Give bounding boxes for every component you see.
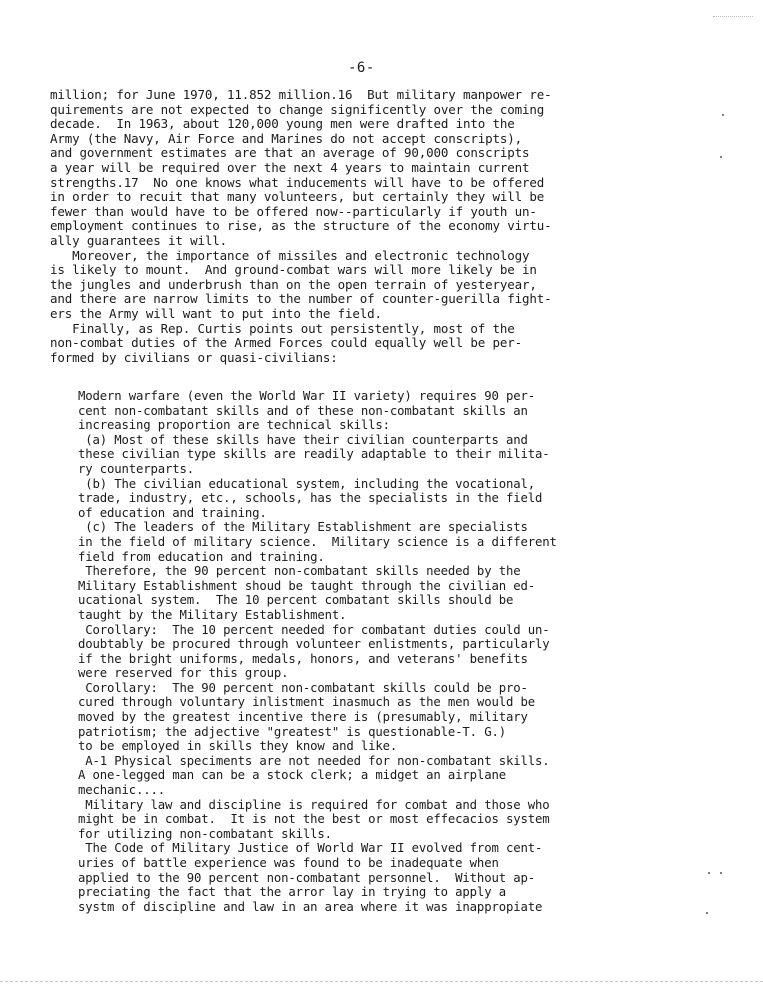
quote-line: A one-legged man can be a stock clerk; a midget an airplane	[78, 768, 506, 783]
text-line: Finally, as Rep. Curtis points out persistently, most of the	[50, 320, 515, 336]
quote-line: were reserved for this group.	[78, 666, 289, 681]
text-line: in order to recuit that many volunteers, but certainly they will be	[50, 189, 545, 205]
quote-line: Military law and discipline is required for combat and those who	[78, 797, 550, 812]
quote-line: increasing proportion are technical skills:	[78, 418, 390, 433]
quote-line: cured through voluntary inlistment inasmuch as the men would be	[78, 695, 535, 710]
text-line: and there are narrow limits to the number of counter-guerilla fight-	[50, 291, 552, 307]
quote-line: (b) The civilian educational system, including the vocational,	[78, 476, 535, 491]
text-line: ers the Army will want to put into the field.	[50, 305, 382, 321]
text-line: million; for June 1970, 11.852 million.16 But military manpower re-	[50, 87, 552, 102]
quote-line: Military Establishment shoud be taught through the civilian ed-	[78, 578, 535, 593]
text-line: fewer than would have to be offered now--particularly if youth un-	[50, 203, 537, 219]
quotation-block	[78, 389, 557, 914]
quote-line: ucational system. The 10 percent combatant skills should be	[78, 593, 514, 608]
quote-line: field from education and training.	[78, 549, 325, 564]
quote-line: if the bright uniforms, medals, honors, and veterans' benefits	[78, 651, 528, 666]
quote-line: uries of battle experience was found to be inadequate when	[78, 856, 499, 870]
scan-speck	[720, 872, 722, 874]
text-line: ally guarantees it will.	[50, 232, 228, 248]
main-text	[50, 88, 552, 365]
quote-line: (a) Most of these skills have their civilian counterparts and	[78, 432, 528, 447]
quote-line: cent non-combatant skills and of these non-combatant skills an	[78, 403, 528, 418]
text-line: a year will be required over the next 4 years to maintain current	[50, 159, 530, 175]
quote-line: mechanic....	[78, 783, 166, 798]
quote-line: patriotism; the adjective "greatest" is questionable-T. G.)	[78, 724, 506, 739]
quote-line: preciating the fact that the arror lay in trying to apply a	[78, 885, 506, 900]
text-line: and government estimates are that an average of 90,000 conscripts	[50, 145, 530, 161]
scan-speck	[708, 872, 710, 874]
page-number: -6-	[348, 60, 375, 76]
text-line: formed by civilians or quasi-civilians:	[50, 349, 338, 365]
quote-line: taught by the Military Establishment.	[78, 607, 347, 622]
scan-edge-mark	[713, 16, 753, 17]
quote-line: to be employed in skills they know and like.	[78, 739, 398, 754]
quote-line: systm of discipline and law in an area where it was inappropiate	[78, 899, 543, 914]
text-line: employment continues to rise, as the structure of the economy virtu-	[50, 218, 552, 234]
quote-line: Modern warfare (even the World War II variety) requires 90 per-	[78, 389, 535, 403]
quote-line: A-1 Physical speciments are not needed for non-combatant skills.	[78, 753, 550, 768]
text-line: the jungles and underbrush than on the open terrain of yesteryear,	[50, 276, 537, 292]
text-line: is likely to mount. And ground-combat wars will more likely be in	[50, 262, 537, 278]
quote-line: trade, industry, etc., schools, has the specialists in the field	[78, 491, 543, 506]
text-line: non-combat duties of the Armed Forces could equally well be per-	[50, 335, 523, 351]
quote-line: ry counterparts.	[78, 461, 195, 476]
text-line: Moreover, the importance of missiles and electronic technology	[50, 247, 530, 263]
quote-line: moved by the greatest incentive there is (presumably, military	[78, 710, 528, 725]
text-line: decade. In 1963, about 120,000 young men were drafted into the	[50, 116, 515, 132]
text-line: quirements are not expected to change significently over the coming	[50, 101, 545, 117]
scan-speck	[706, 912, 708, 914]
quote-line: might be in combat. It is not the best or most effecacios system	[78, 812, 550, 827]
quote-line: in the field of military science. Military science is a different	[78, 534, 557, 549]
quote-line: applied to the 90 percent non-combatant personnel. Without ap-	[78, 870, 535, 885]
quote-line: of education and training.	[78, 505, 267, 520]
quote-line: The Code of Military Justice of World War II evolved from cent-	[78, 841, 543, 856]
scan-bottom-edge	[0, 981, 763, 983]
text-line: strengths.17 No one knows what inducements will have to be offered	[50, 174, 545, 190]
quote-line: Corollary: The 10 percent needed for combatant duties could un-	[78, 622, 550, 637]
scan-speck	[722, 114, 724, 116]
quote-line: Corollary: The 90 percent non-combatant skills could be pro-	[78, 680, 528, 695]
quote-line: Therefore, the 90 percent non-combatant skills needed by the	[78, 564, 521, 579]
quote-line: (c) The leaders of the Military Establishment are specialists	[78, 520, 528, 535]
quote-line: for utilizing non-combatant skills.	[78, 826, 332, 841]
scan-speck	[720, 156, 722, 158]
quote-line: doubtably be procured through volunteer enlistments, particularly	[78, 637, 550, 652]
quote-line: these civilian type skills are readily adaptable to their milita-	[78, 447, 550, 462]
text-line: Army (the Navy, Air Force and Marines do not accept conscripts),	[50, 130, 523, 146]
